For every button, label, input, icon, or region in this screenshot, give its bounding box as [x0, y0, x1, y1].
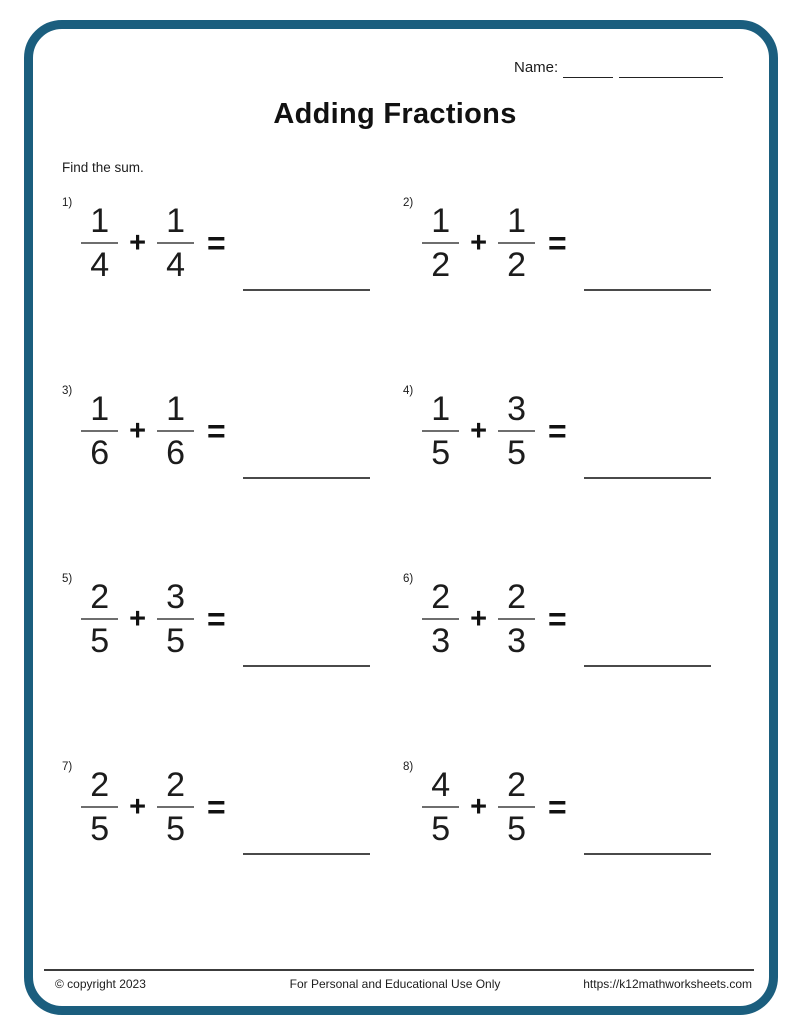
- equals-sign: =: [548, 788, 567, 825]
- denominator: 2: [507, 246, 527, 285]
- fraction-second: [157, 579, 194, 659]
- name-blank-line: [619, 61, 723, 78]
- plus-operator: +: [470, 790, 488, 823]
- expression: [81, 767, 369, 847]
- denominator: 4: [90, 246, 110, 285]
- numerator: 1: [157, 391, 194, 432]
- usage-text: For Personal and Educational Use Only: [289, 977, 501, 991]
- answer-blank: [584, 477, 711, 479]
- denominator: 5: [507, 434, 527, 473]
- footer: [0, 977, 800, 995]
- fraction-second: [498, 767, 535, 847]
- name-label: Name:: [514, 59, 559, 76]
- page-title: Adding Fractions: [273, 98, 517, 130]
- expression: [422, 391, 710, 471]
- numerator: 2: [498, 767, 535, 808]
- denominator: 5: [166, 622, 186, 661]
- numerator: 2: [157, 767, 194, 808]
- denominator: 5: [507, 810, 527, 849]
- name-blank-line: [563, 61, 613, 78]
- denominator: 2: [431, 246, 451, 285]
- answer-blank: [584, 665, 711, 667]
- denominator: 5: [90, 810, 110, 849]
- fraction-second: [157, 767, 194, 847]
- numerator: 1: [81, 203, 118, 244]
- fraction-first: [422, 203, 459, 283]
- equals-sign: =: [207, 224, 226, 261]
- numerator: 2: [81, 579, 118, 620]
- problem-1: [62, 196, 403, 384]
- answer-blank: [584, 853, 711, 855]
- numerator: 4: [422, 767, 459, 808]
- problem-number: 4): [403, 385, 414, 397]
- expression: [422, 203, 710, 283]
- answer-blank: [243, 853, 370, 855]
- plus-operator: +: [470, 226, 488, 259]
- numerator: 2: [81, 767, 118, 808]
- problem-8: [403, 760, 744, 948]
- plus-operator: +: [129, 226, 147, 259]
- expression: [422, 767, 710, 847]
- numerator: 1: [81, 391, 118, 432]
- plus-operator: +: [470, 414, 488, 447]
- copyright-text: © copyright 2023: [55, 977, 146, 991]
- denominator: 3: [431, 622, 451, 661]
- numerator: 3: [157, 579, 194, 620]
- fraction-second: [498, 579, 535, 659]
- expression: [81, 203, 369, 283]
- fraction-second: [498, 203, 535, 283]
- fraction-second: [157, 203, 194, 283]
- denominator: 6: [90, 434, 110, 473]
- problems-grid: [62, 196, 744, 948]
- answer-blank: [243, 665, 370, 667]
- numerator: 2: [422, 579, 459, 620]
- fraction-first: [81, 767, 118, 847]
- denominator: 5: [166, 810, 186, 849]
- answer-blank: [243, 289, 370, 291]
- fraction-second: [498, 391, 535, 471]
- fraction-second: [157, 391, 194, 471]
- fraction-first: [422, 579, 459, 659]
- fraction-first: [81, 391, 118, 471]
- plus-operator: +: [470, 602, 488, 635]
- expression: [422, 579, 710, 659]
- fraction-first: [422, 391, 459, 471]
- answer-blank: [243, 477, 370, 479]
- equals-sign: =: [548, 600, 567, 637]
- equals-sign: =: [207, 412, 226, 449]
- website-link[interactable]: https://k12mathworksheets.com: [583, 977, 752, 991]
- problem-number: 5): [62, 573, 73, 585]
- answer-blank: [584, 289, 711, 291]
- problem-number: 6): [403, 573, 414, 585]
- fraction-first: [81, 203, 118, 283]
- instruction-text: Find the sum.: [62, 160, 144, 175]
- numerator: 1: [157, 203, 194, 244]
- plus-operator: +: [129, 790, 147, 823]
- problem-7: [62, 760, 403, 948]
- numerator: 1: [422, 203, 459, 244]
- expression: [81, 391, 369, 471]
- problem-2: [403, 196, 744, 384]
- denominator: 5: [90, 622, 110, 661]
- problem-number: 7): [62, 761, 73, 773]
- problem-5: [62, 572, 403, 760]
- equals-sign: =: [548, 224, 567, 261]
- denominator: 4: [166, 246, 186, 285]
- numerator: 1: [498, 203, 535, 244]
- numerator: 1: [422, 391, 459, 432]
- fraction-first: [422, 767, 459, 847]
- problem-number: 2): [403, 197, 414, 209]
- problem-6: [403, 572, 744, 760]
- equals-sign: =: [207, 600, 226, 637]
- plus-operator: +: [129, 602, 147, 635]
- denominator: 3: [507, 622, 527, 661]
- expression: [81, 579, 369, 659]
- numerator: 3: [498, 391, 535, 432]
- name-field: [514, 58, 723, 78]
- fraction-first: [81, 579, 118, 659]
- footer-divider: [44, 969, 754, 971]
- denominator: 6: [166, 434, 186, 473]
- equals-sign: =: [207, 788, 226, 825]
- denominator: 5: [431, 810, 451, 849]
- equals-sign: =: [548, 412, 567, 449]
- problem-number: 8): [403, 761, 414, 773]
- denominator: 5: [431, 434, 451, 473]
- numerator: 2: [498, 579, 535, 620]
- problem-4: [403, 384, 744, 572]
- problem-3: [62, 384, 403, 572]
- plus-operator: +: [129, 414, 147, 447]
- problem-number: 3): [62, 385, 73, 397]
- problem-number: 1): [62, 197, 73, 209]
